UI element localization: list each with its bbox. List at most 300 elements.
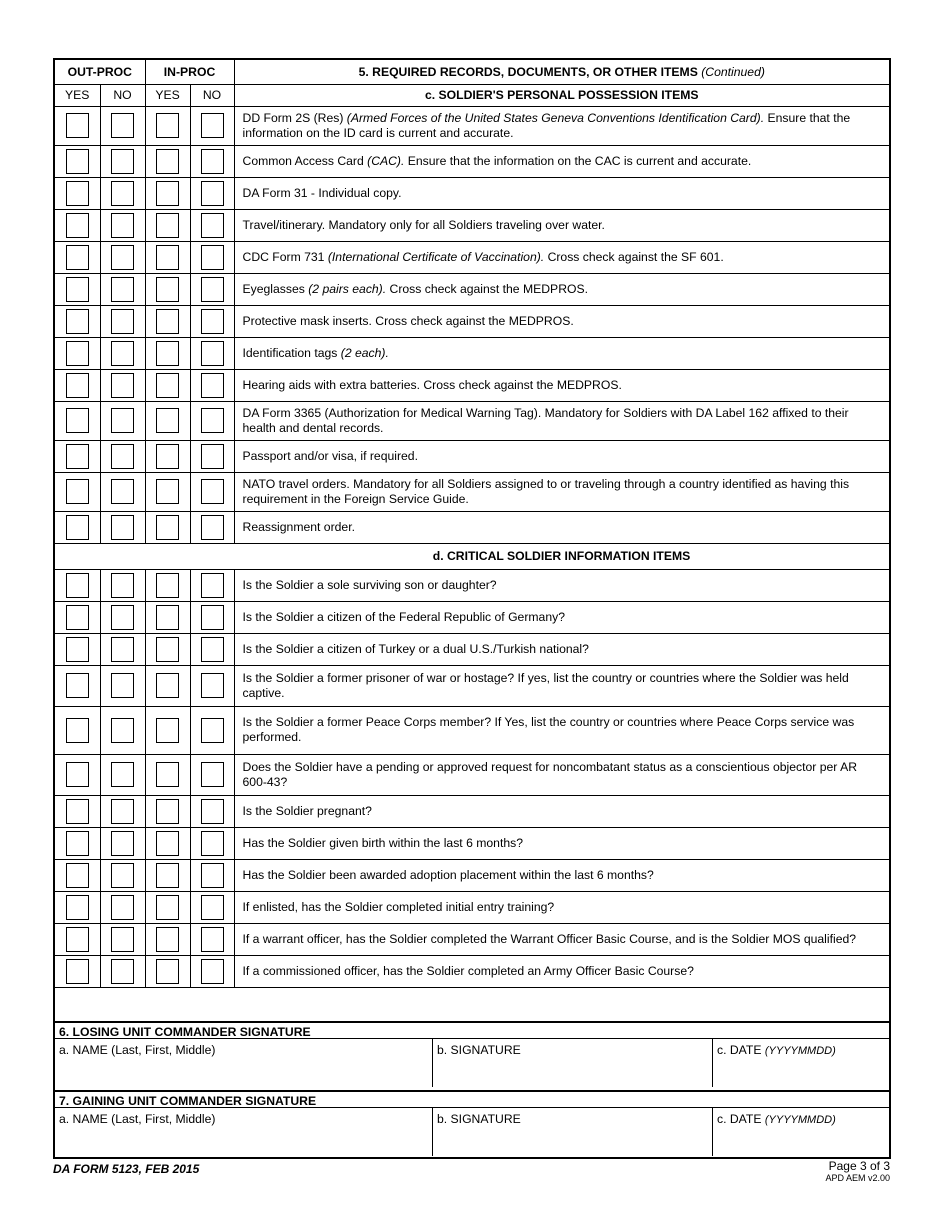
table-row	[55, 241, 889, 273]
out-proc-yes-cell	[55, 273, 100, 305]
item-text	[234, 241, 889, 273]
in-proc-no-cell	[190, 472, 234, 511]
in-proc-header: IN-PROC	[145, 60, 234, 84]
in-proc-no-cell	[190, 401, 234, 440]
in-proc-no-checkbox[interactable]	[201, 573, 224, 598]
in-proc-yes-cell	[145, 827, 190, 859]
item-text	[234, 891, 889, 923]
item-text-pre: DD Form 2S (Res)	[242, 110, 347, 125]
in-proc-no-cell	[190, 337, 234, 369]
in-proc-yes-checkbox[interactable]	[156, 444, 179, 469]
checklist-table	[55, 60, 889, 988]
out-proc-yes-cell	[55, 665, 100, 706]
table-row	[55, 145, 889, 177]
item-text-ital: (CAC).	[367, 153, 405, 168]
out-proc-yes-checkbox[interactable]	[66, 799, 89, 824]
item-text	[234, 569, 889, 601]
form-version: APD AEM v2.00	[825, 1173, 890, 1183]
in-proc-yes-checkbox[interactable]	[156, 959, 179, 984]
item-text-pre: Is the Soldier a citizen of the Federal Republic of Germany?	[242, 609, 565, 624]
page-info	[825, 1159, 890, 1183]
in-proc-yes-checkbox[interactable]	[156, 831, 179, 856]
table-row	[55, 106, 889, 145]
out-proc-no-cell	[100, 241, 145, 273]
out-proc-no-cell	[100, 369, 145, 401]
section-c-title: c. SOLDIER'S PERSONAL POSSESSION ITEMS	[234, 84, 889, 106]
in-proc-no-checkbox[interactable]	[201, 863, 224, 888]
losing-date-label: c. DATE	[717, 1043, 762, 1057]
section-d-items	[55, 569, 889, 987]
item-text	[234, 472, 889, 511]
table-row	[55, 601, 889, 633]
in-proc-no-cell	[190, 209, 234, 241]
out-proc-yes-cell	[55, 145, 100, 177]
section-5-title-suffix: (Continued)	[701, 64, 765, 79]
in-proc-no-checkbox[interactable]	[201, 149, 224, 174]
section-5-title-text: 5. REQUIRED RECORDS, DOCUMENTS, OR OTHER ITEMS	[358, 64, 698, 79]
in-proc-yes-checkbox[interactable]	[156, 515, 179, 540]
in-proc-yes-cell	[145, 754, 190, 795]
item-text	[234, 633, 889, 665]
out-proc-no-cell	[100, 569, 145, 601]
item-text	[234, 401, 889, 440]
in-proc-yes-checkbox[interactable]	[156, 408, 179, 433]
out-proc-no-cell	[100, 706, 145, 754]
item-text-pre: DA Form 3365 (Authorization for Medical Warning Tag). Mandatory for Soldiers with DA Label 162 affixed to their health and dental records.	[242, 405, 849, 435]
gaining-commander-fields	[55, 1107, 889, 1156]
out-proc-no-checkbox[interactable]	[111, 277, 134, 302]
table-row	[55, 859, 889, 891]
out-proc-no-cell	[100, 923, 145, 955]
item-text-pre: Identification tags	[242, 345, 341, 360]
in-proc-yes-cell	[145, 273, 190, 305]
in-proc-yes-cell	[145, 337, 190, 369]
item-text-ital: (Armed Forces of the United States Geneva Conventions Identification Card).	[346, 110, 765, 125]
gaining-commander-section	[55, 1090, 889, 1156]
in-proc-no-checkbox[interactable]	[201, 309, 224, 334]
gaining-commander-title: 7. GAINING UNIT COMMANDER SIGNATURE	[55, 1090, 889, 1107]
out-proc-yes-checkbox[interactable]	[66, 113, 89, 138]
out-proc-yes-cell	[55, 472, 100, 511]
in-proc-yes-checkbox[interactable]	[156, 149, 179, 174]
out-proc-no-checkbox[interactable]	[111, 863, 134, 888]
out-proc-no-checkbox[interactable]	[111, 605, 134, 630]
out-proc-yes-cell	[55, 955, 100, 987]
losing-date-field[interactable]	[712, 1039, 889, 1087]
out-proc-no-checkbox[interactable]	[111, 181, 134, 206]
in-proc-no-cell	[190, 706, 234, 754]
item-text-pre: Passport and/or visa, if required.	[242, 448, 418, 463]
section-d-spacer	[55, 543, 234, 569]
form-identifier: DA FORM 5123, FEB 2015	[53, 1162, 200, 1176]
out-proc-no-cell	[100, 106, 145, 145]
item-text	[234, 145, 889, 177]
item-text-pre: Is the Soldier pregnant?	[242, 803, 372, 818]
header-row	[55, 60, 889, 84]
in-proc-no-cell	[190, 923, 234, 955]
out-proc-yes-cell	[55, 754, 100, 795]
in-proc-no-cell	[190, 569, 234, 601]
out-proc-yes-cell	[55, 241, 100, 273]
out-proc-yes-checkbox[interactable]	[66, 573, 89, 598]
losing-signature-label: b. SIGNATURE	[437, 1043, 521, 1057]
out-proc-no-checkbox[interactable]	[111, 927, 134, 952]
in-proc-no-cell	[190, 665, 234, 706]
in-proc-yes-cell	[145, 472, 190, 511]
gaining-signature-field[interactable]	[432, 1108, 712, 1156]
out-proc-yes-checkbox[interactable]	[66, 444, 89, 469]
out-proc-no-checkbox[interactable]	[111, 718, 134, 743]
out-proc-yes-checkbox[interactable]	[66, 373, 89, 398]
in-proc-yes-cell	[145, 511, 190, 543]
in-proc-no-cell	[190, 859, 234, 891]
item-text-pre: Is the Soldier a former Peace Corps member? If Yes, list the country or countries where Peace Corps service was performed.	[242, 715, 855, 744]
out-proc-yes-label: YES	[55, 84, 100, 106]
in-proc-no-checkbox[interactable]	[201, 799, 224, 824]
out-proc-yes-cell	[55, 569, 100, 601]
item-text-pre: Does the Soldier have a pending or approved request for noncombatant status as a conscientious objector per AR 600-43?	[242, 759, 858, 789]
out-proc-no-cell	[100, 601, 145, 633]
out-proc-no-checkbox[interactable]	[111, 673, 134, 698]
table-row	[55, 440, 889, 472]
out-proc-yes-cell	[55, 401, 100, 440]
item-text-pre: Has the Soldier been awarded adoption placement within the last 6 months?	[242, 867, 654, 882]
in-proc-no-checkbox[interactable]	[201, 895, 224, 920]
out-proc-no-checkbox[interactable]	[111, 515, 134, 540]
out-proc-no-cell	[100, 665, 145, 706]
in-proc-yes-checkbox[interactable]	[156, 573, 179, 598]
in-proc-no-checkbox[interactable]	[201, 341, 224, 366]
out-proc-no-checkbox[interactable]	[111, 341, 134, 366]
in-proc-yes-checkbox[interactable]	[156, 673, 179, 698]
out-proc-no-checkbox[interactable]	[111, 831, 134, 856]
out-proc-yes-checkbox[interactable]	[66, 245, 89, 270]
in-proc-yes-cell	[145, 241, 190, 273]
item-text	[234, 859, 889, 891]
in-proc-yes-cell	[145, 305, 190, 337]
in-proc-no-cell	[190, 305, 234, 337]
in-proc-yes-checkbox[interactable]	[156, 762, 179, 787]
out-proc-yes-checkbox[interactable]	[66, 515, 89, 540]
out-proc-yes-cell	[55, 633, 100, 665]
out-proc-yes-checkbox[interactable]	[66, 959, 89, 984]
in-proc-no-checkbox[interactable]	[201, 408, 224, 433]
out-proc-no-cell	[100, 401, 145, 440]
in-proc-no-cell	[190, 511, 234, 543]
out-proc-no-checkbox[interactable]	[111, 113, 134, 138]
gaining-name-field[interactable]	[55, 1108, 432, 1156]
item-text	[234, 440, 889, 472]
item-text	[234, 955, 889, 987]
section-d-title: d. CRITICAL SOLDIER INFORMATION ITEMS	[234, 543, 889, 569]
item-text	[234, 177, 889, 209]
in-proc-yes-checkbox[interactable]	[156, 479, 179, 504]
in-proc-yes-cell	[145, 369, 190, 401]
item-text-ital: (2 pairs each).	[308, 281, 387, 296]
table-row	[55, 706, 889, 754]
form-page	[53, 58, 891, 1159]
table-row	[55, 665, 889, 706]
item-text-post: Ensure that the information on the ID card is current and accurate.	[242, 110, 851, 140]
item-text-pre: If a warrant officer, has the Soldier completed the Warrant Officer Basic Course, and is the Soldier MOS qualified?	[242, 931, 857, 946]
in-proc-no-checkbox[interactable]	[201, 959, 224, 984]
out-proc-no-checkbox[interactable]	[111, 479, 134, 504]
in-proc-yes-cell	[145, 859, 190, 891]
in-proc-no-checkbox[interactable]	[201, 213, 224, 238]
in-proc-no-cell	[190, 891, 234, 923]
out-proc-no-checkbox[interactable]	[111, 373, 134, 398]
in-proc-no-checkbox[interactable]	[201, 831, 224, 856]
table-row	[55, 891, 889, 923]
gaining-date-format: (YYYYMMDD)	[764, 1114, 836, 1126]
gaining-name-label: a. NAME (Last, First, Middle)	[59, 1112, 216, 1126]
in-proc-yes-cell	[145, 440, 190, 472]
out-proc-no-cell	[100, 754, 145, 795]
out-proc-no-checkbox[interactable]	[111, 799, 134, 824]
table-row	[55, 401, 889, 440]
out-proc-yes-cell	[55, 106, 100, 145]
out-proc-yes-checkbox[interactable]	[66, 181, 89, 206]
item-text-pre: Reassignment order.	[242, 519, 355, 534]
out-proc-no-checkbox[interactable]	[111, 573, 134, 598]
table-row	[55, 754, 889, 795]
out-proc-yes-cell	[55, 706, 100, 754]
item-text-ital: (International Certificate of Vaccination).	[327, 249, 545, 264]
in-proc-no-checkbox[interactable]	[201, 762, 224, 787]
losing-name-label: a. NAME (Last, First, Middle)	[59, 1043, 216, 1057]
out-proc-yes-checkbox[interactable]	[66, 309, 89, 334]
in-proc-no-cell	[190, 633, 234, 665]
in-proc-yes-checkbox[interactable]	[156, 113, 179, 138]
out-proc-yes-checkbox[interactable]	[66, 673, 89, 698]
item-text-pre: Is the Soldier a citizen of Turkey or a dual U.S./Turkish national?	[242, 641, 589, 656]
table-row	[55, 955, 889, 987]
in-proc-yes-checkbox[interactable]	[156, 213, 179, 238]
out-proc-yes-cell	[55, 601, 100, 633]
in-proc-no-checkbox[interactable]	[201, 373, 224, 398]
item-text-pre: If enlisted, has the Soldier completed initial entry training?	[242, 899, 555, 914]
out-proc-no-checkbox[interactable]	[111, 408, 134, 433]
in-proc-yes-cell	[145, 601, 190, 633]
in-proc-no-checkbox[interactable]	[201, 637, 224, 662]
losing-date-format: (YYYYMMDD)	[764, 1045, 836, 1057]
in-proc-no-cell	[190, 241, 234, 273]
out-proc-no-cell	[100, 511, 145, 543]
table-row	[55, 369, 889, 401]
in-proc-yes-checkbox[interactable]	[156, 718, 179, 743]
in-proc-no-cell	[190, 827, 234, 859]
in-proc-no-checkbox[interactable]	[201, 673, 224, 698]
out-proc-yes-cell	[55, 827, 100, 859]
in-proc-yes-cell	[145, 891, 190, 923]
item-text-pre: Common Access Card	[242, 153, 368, 168]
in-proc-yes-checkbox[interactable]	[156, 863, 179, 888]
out-proc-yes-checkbox[interactable]	[66, 637, 89, 662]
in-proc-no-checkbox[interactable]	[201, 245, 224, 270]
gaining-date-field[interactable]	[712, 1108, 889, 1156]
in-proc-no-cell	[190, 955, 234, 987]
in-proc-yes-checkbox[interactable]	[156, 895, 179, 920]
section-d-header-row	[55, 543, 889, 569]
in-proc-yes-checkbox[interactable]	[156, 373, 179, 398]
out-proc-no-checkbox[interactable]	[111, 149, 134, 174]
losing-name-field[interactable]	[55, 1039, 432, 1087]
item-text-pre: CDC Form 731	[242, 249, 328, 264]
item-text	[234, 754, 889, 795]
out-proc-yes-cell	[55, 305, 100, 337]
item-text-pre: Is the Soldier a former prisoner of war or hostage? If yes, list the country or countries where the Soldier was held captive.	[242, 670, 849, 700]
in-proc-no-label: NO	[190, 84, 234, 106]
out-proc-no-cell	[100, 273, 145, 305]
out-proc-yes-checkbox[interactable]	[66, 408, 89, 433]
item-text-pre: DA Form 31 - Individual copy.	[242, 185, 402, 200]
out-proc-no-cell	[100, 795, 145, 827]
in-proc-yes-cell	[145, 209, 190, 241]
out-proc-yes-cell	[55, 891, 100, 923]
in-proc-yes-label: YES	[145, 84, 190, 106]
table-row	[55, 472, 889, 511]
table-row	[55, 305, 889, 337]
table-row	[55, 177, 889, 209]
in-proc-no-checkbox[interactable]	[201, 277, 224, 302]
item-text-pre: NATO travel orders. Mandatory for all Soldiers assigned to or traveling through a country identified as having this requirement in the Foreign Service Guide.	[242, 476, 850, 506]
page-number: Page 3 of 3	[828, 1159, 890, 1173]
out-proc-no-cell	[100, 145, 145, 177]
out-proc-yes-checkbox[interactable]	[66, 277, 89, 302]
item-text	[234, 827, 889, 859]
losing-commander-title: 6. LOSING UNIT COMMANDER SIGNATURE	[55, 1021, 889, 1038]
in-proc-yes-checkbox[interactable]	[156, 799, 179, 824]
item-text	[234, 337, 889, 369]
table-row	[55, 923, 889, 955]
in-proc-yes-checkbox[interactable]	[156, 927, 179, 952]
in-proc-yes-cell	[145, 401, 190, 440]
out-proc-yes-checkbox[interactable]	[66, 863, 89, 888]
in-proc-yes-cell	[145, 706, 190, 754]
section-5-title	[234, 60, 889, 84]
in-proc-yes-cell	[145, 177, 190, 209]
in-proc-yes-checkbox[interactable]	[156, 181, 179, 206]
out-proc-no-checkbox[interactable]	[111, 309, 134, 334]
out-proc-header: OUT-PROC	[55, 60, 145, 84]
section-c-items	[55, 106, 889, 543]
out-proc-no-checkbox[interactable]	[111, 895, 134, 920]
table-row	[55, 209, 889, 241]
in-proc-yes-checkbox[interactable]	[156, 341, 179, 366]
out-proc-yes-checkbox[interactable]	[66, 213, 89, 238]
in-proc-no-checkbox[interactable]	[201, 181, 224, 206]
out-proc-no-cell	[100, 177, 145, 209]
in-proc-no-checkbox[interactable]	[201, 515, 224, 540]
item-text-post: Cross check against the MEDPROS.	[386, 281, 588, 296]
table-row	[55, 633, 889, 665]
out-proc-yes-checkbox[interactable]	[66, 341, 89, 366]
gaining-date-label: c. DATE	[717, 1112, 762, 1126]
item-text	[234, 795, 889, 827]
in-proc-yes-checkbox[interactable]	[156, 637, 179, 662]
out-proc-yes-cell	[55, 795, 100, 827]
out-proc-yes-checkbox[interactable]	[66, 762, 89, 787]
in-proc-yes-cell	[145, 923, 190, 955]
out-proc-yes-checkbox[interactable]	[66, 927, 89, 952]
out-proc-no-checkbox[interactable]	[111, 637, 134, 662]
gaining-signature-label: b. SIGNATURE	[437, 1112, 521, 1126]
out-proc-yes-cell	[55, 177, 100, 209]
out-proc-no-cell	[100, 891, 145, 923]
out-proc-no-cell	[100, 472, 145, 511]
in-proc-yes-cell	[145, 106, 190, 145]
table-row	[55, 273, 889, 305]
item-text	[234, 369, 889, 401]
out-proc-no-cell	[100, 337, 145, 369]
item-text-ital: (2 each).	[340, 345, 389, 360]
table-row	[55, 827, 889, 859]
out-proc-no-checkbox[interactable]	[111, 762, 134, 787]
item-text	[234, 923, 889, 955]
in-proc-yes-checkbox[interactable]	[156, 309, 179, 334]
in-proc-no-checkbox[interactable]	[201, 605, 224, 630]
in-proc-no-cell	[190, 106, 234, 145]
out-proc-no-checkbox[interactable]	[111, 959, 134, 984]
out-proc-yes-checkbox[interactable]	[66, 831, 89, 856]
in-proc-no-checkbox[interactable]	[201, 444, 224, 469]
out-proc-no-checkbox[interactable]	[111, 213, 134, 238]
out-proc-no-checkbox[interactable]	[111, 444, 134, 469]
item-text	[234, 209, 889, 241]
item-text-pre: Is the Soldier a sole surviving son or daughter?	[242, 577, 497, 592]
out-proc-no-cell	[100, 827, 145, 859]
table-row	[55, 795, 889, 827]
in-proc-yes-checkbox[interactable]	[156, 605, 179, 630]
table-row	[55, 511, 889, 543]
out-proc-yes-checkbox[interactable]	[66, 605, 89, 630]
in-proc-no-checkbox[interactable]	[201, 479, 224, 504]
item-text-pre: Travel/itinerary. Mandatory only for all Soldiers traveling over water.	[242, 217, 605, 232]
out-proc-yes-checkbox[interactable]	[66, 718, 89, 743]
out-proc-yes-cell	[55, 337, 100, 369]
item-text-pre: If a commissioned officer, has the Soldier completed an Army Officer Basic Course?	[242, 963, 694, 978]
out-proc-yes-checkbox[interactable]	[66, 149, 89, 174]
in-proc-no-checkbox[interactable]	[201, 718, 224, 743]
item-text	[234, 106, 889, 145]
item-text	[234, 601, 889, 633]
in-proc-no-cell	[190, 795, 234, 827]
in-proc-no-cell	[190, 601, 234, 633]
item-text	[234, 665, 889, 706]
in-proc-yes-checkbox[interactable]	[156, 245, 179, 270]
table-row	[55, 337, 889, 369]
in-proc-no-checkbox[interactable]	[201, 927, 224, 952]
in-proc-yes-checkbox[interactable]	[156, 277, 179, 302]
out-proc-yes-checkbox[interactable]	[66, 479, 89, 504]
in-proc-no-checkbox[interactable]	[201, 113, 224, 138]
losing-signature-field[interactable]	[432, 1039, 712, 1087]
in-proc-yes-cell	[145, 569, 190, 601]
out-proc-no-checkbox[interactable]	[111, 245, 134, 270]
item-text-pre: Hearing aids with extra batteries. Cross check against the MEDPROS.	[242, 377, 622, 392]
item-text-post: Cross check against the SF 601.	[544, 249, 724, 264]
in-proc-no-cell	[190, 369, 234, 401]
in-proc-yes-cell	[145, 955, 190, 987]
out-proc-no-cell	[100, 955, 145, 987]
out-proc-yes-checkbox[interactable]	[66, 895, 89, 920]
out-proc-no-cell	[100, 859, 145, 891]
out-proc-yes-cell	[55, 209, 100, 241]
in-proc-no-cell	[190, 440, 234, 472]
in-proc-yes-cell	[145, 633, 190, 665]
out-proc-no-cell	[100, 440, 145, 472]
in-proc-no-cell	[190, 177, 234, 209]
